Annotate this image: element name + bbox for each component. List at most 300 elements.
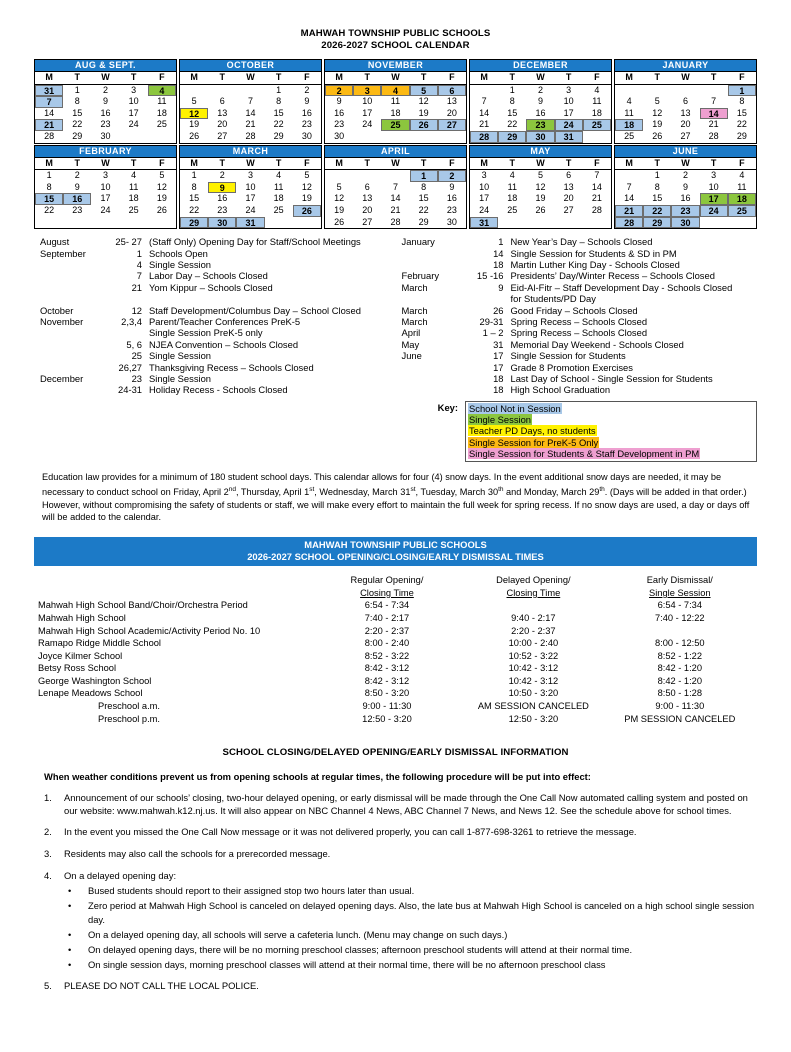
calendar-day-cell [615, 193, 643, 205]
calendar-day-cell [148, 205, 176, 217]
event-description: Single Session for Students [510, 350, 626, 362]
calendar-day-highlighted: 28 [615, 217, 643, 229]
calendar-day-cell [410, 84, 438, 96]
month-name: FEBRUARY [35, 146, 176, 158]
calendar-day: 19 [301, 193, 312, 204]
calendar-day-cell [353, 217, 381, 229]
calendar-day-cell [700, 131, 728, 143]
day-of-week-header: M [180, 158, 208, 170]
calendar-day: 1 [191, 170, 197, 181]
calendar-day: 27 [362, 216, 373, 227]
calendar-day-cell [583, 108, 611, 120]
calendar-day: 20 [563, 193, 574, 204]
calendar-day-cell [148, 96, 176, 108]
event-date: 18 [493, 258, 504, 270]
day-of-week-header: T [208, 72, 236, 84]
legend-item [468, 425, 754, 436]
calendar-day: 13 [362, 193, 373, 204]
calendar-week-row [180, 170, 321, 182]
calendar-day-cell [615, 170, 643, 182]
event-date: 29-31 [479, 315, 504, 327]
event-row [402, 316, 758, 327]
calendar-day: 15 [273, 107, 284, 118]
month-block [469, 59, 612, 144]
calendar-day [615, 85, 643, 97]
calendar-day-cell [293, 205, 321, 217]
day-of-week-header: T [555, 72, 583, 84]
calendar-day: 15 [507, 107, 518, 118]
times-header-spacer-2 [38, 587, 314, 600]
calendar-day-cell [63, 84, 91, 96]
calendar-day-cell [615, 84, 643, 96]
day-of-week-header: T [265, 158, 293, 170]
calendar-day: 4 [276, 170, 282, 181]
calendar-day: 19 [189, 119, 200, 130]
legend-label: Key: [437, 401, 458, 413]
calendar-day [381, 170, 409, 182]
calendar-day: 11 [390, 96, 401, 107]
calendar-day: 8 [276, 96, 282, 107]
procedure-step [44, 848, 761, 861]
calendar-day-highlighted: 30 [526, 131, 554, 143]
calendar-day-cell [470, 108, 498, 120]
month-day-grid [35, 158, 176, 229]
events-section [40, 236, 757, 396]
calendar-day-cell [728, 96, 756, 108]
calendar-day: 8 [421, 181, 427, 192]
calendar-day-cell [120, 193, 148, 205]
calendar-day-cell [615, 182, 643, 194]
calendar-day: 3 [481, 170, 487, 181]
calendar-day-cell [208, 193, 236, 205]
month-name: MARCH [180, 146, 321, 158]
calendar-day: 9 [449, 181, 455, 192]
calendar-week-row [180, 131, 321, 143]
calendar-day: 25 [128, 204, 139, 215]
calendar-day-cell [120, 96, 148, 108]
calendar-day: 19 [334, 204, 345, 215]
calendar-day-cell [526, 119, 554, 131]
calendar-day-cell [583, 84, 611, 96]
month-day-grid [180, 158, 321, 229]
calendar-day-cell [470, 119, 498, 131]
info-lead-text: When weather conditions prevent us from opening schools at regular times, the following procedure will be put into effect: [44, 771, 591, 783]
bullet-text: On delayed opening days, there will be no morning preschool classes; afternoon preschool students will attend at their normal time. [88, 944, 633, 956]
day-of-week-header: W [91, 72, 119, 84]
legend-item-swatch-text: Single Session for PreK-5 Only [469, 436, 599, 448]
calendar-day [671, 85, 699, 97]
step-text: PLEASE DO NOT CALL THE LOCAL POLICE. [64, 980, 259, 992]
calendar-week-row [615, 108, 756, 120]
calendar-week-row [35, 170, 176, 182]
calendar-day-cell [353, 182, 381, 194]
day-of-week-header: T [555, 158, 583, 170]
calendar-day-cell [643, 170, 671, 182]
calendar-day-cell [410, 108, 438, 120]
calendar-day: 8 [739, 96, 745, 107]
law-sup-4: th [498, 485, 504, 493]
step-bullet-item [64, 899, 761, 925]
day-of-week-header: T [353, 158, 381, 170]
month-name: APRIL [325, 146, 466, 158]
times-header-row-1 [38, 574, 753, 587]
calendar-day-cell [91, 182, 119, 194]
calendar-week-row [180, 96, 321, 108]
event-date: 12 [131, 304, 142, 316]
event-row [40, 316, 396, 327]
calendar-week-row [325, 182, 466, 194]
calendar-day: 20 [217, 119, 228, 130]
bullet-dot-icon: • [68, 944, 72, 956]
day-of-week-header: T [700, 158, 728, 170]
calendar-day-highlighted: 4 [381, 85, 409, 97]
calendar-day-cell [410, 131, 438, 143]
event-row [402, 248, 758, 259]
times-banner-line1: MAHWAH TOWNSHIP PUBLIC SCHOOLS [304, 538, 487, 550]
month-name: OCTOBER [180, 60, 321, 72]
calendar-day [63, 217, 91, 229]
step-number: 2. [44, 826, 52, 838]
month-day-grid [35, 72, 176, 143]
calendar-day: 2 [537, 84, 543, 95]
times-table-row [38, 687, 753, 700]
calendar-day: 17 [563, 107, 574, 118]
calendar-day [265, 217, 293, 229]
calendar-day: 11 [128, 181, 139, 192]
calendar-day-cell [728, 131, 756, 143]
calendar-row-second-half [34, 145, 757, 230]
calendar-day: 7 [594, 170, 600, 181]
calendar-week-row [325, 217, 466, 229]
calendar-day: 27 [217, 130, 228, 141]
event-date: 2,3,4 [121, 315, 142, 327]
calendar-day-cell [526, 96, 554, 108]
day-of-week-header: W [526, 72, 554, 84]
step-text: In the event you missed the One Call Now message or it was not delivered properly, you can call 1-877-698-3261 to retrieve the message. [64, 826, 637, 838]
calendar-day: 1 [509, 84, 515, 95]
times-column-header-line2 [460, 587, 606, 600]
calendar-week-row [35, 108, 176, 120]
calendar-day-cell [208, 119, 236, 131]
calendar-day-cell [265, 96, 293, 108]
calendar-day-cell [208, 108, 236, 120]
calendar-day: 12 [418, 96, 429, 107]
day-of-week-header: M [325, 72, 353, 84]
calendar-day-cell [555, 170, 583, 182]
calendar-day-cell [728, 193, 756, 205]
day-of-week-header: F [293, 72, 321, 84]
calendar-day-cell [438, 131, 466, 143]
calendar-day-cell [35, 96, 63, 108]
calendar-day-cell [498, 108, 526, 120]
calendar-day-cell [180, 205, 208, 217]
calendar-day: 26 [334, 216, 345, 227]
calendar-day-cell [236, 84, 264, 96]
calendar-day: 24 [479, 204, 490, 215]
calendar-day-cell [700, 170, 728, 182]
calendar-day-cell [353, 84, 381, 96]
calendar-day: 7 [392, 181, 398, 192]
event-month [40, 339, 102, 350]
event-spacer [40, 293, 396, 304]
calendar-day: 20 [446, 107, 457, 118]
calendar-day-highlighted: 18 [615, 119, 643, 131]
bullet-dot-icon: • [68, 885, 72, 897]
calendar-week-row [180, 217, 321, 229]
event-date: 9 [498, 281, 504, 293]
calendar-day-cell [35, 108, 63, 120]
calendar-day [470, 85, 498, 97]
calendar-day: 3 [131, 84, 137, 95]
calendar-row-first-half [34, 59, 757, 144]
day-of-week-header: M [35, 72, 63, 84]
calendar-day: 1 [276, 84, 282, 95]
regular-time-cell: 8:52 - 3:22 [364, 650, 410, 661]
month-day-grid [470, 72, 611, 143]
calendar-day-highlighted: 7 [35, 96, 63, 108]
event-month: December [40, 372, 84, 384]
calendar-day-cell [353, 170, 381, 182]
event-month [402, 248, 464, 259]
calendar-day: 6 [566, 170, 572, 181]
calendar-day-cell [325, 193, 353, 205]
calendar-day-cell [180, 170, 208, 182]
calendar-day: 14 [624, 193, 635, 204]
calendar-day-cell [120, 119, 148, 131]
event-month: March [401, 304, 428, 316]
calendar-day: 18 [507, 193, 518, 204]
calendar-day: 14 [479, 107, 490, 118]
procedure-step [44, 870, 761, 972]
calendar-day: 13 [217, 107, 228, 118]
law-text-3: , Wednesday, March 31 [314, 486, 411, 497]
school-name-cell: George Washington School [38, 675, 152, 686]
event-date: 26 [493, 304, 504, 316]
calendar-day-cell [63, 182, 91, 194]
calendar-day: 30 [301, 130, 312, 141]
event-date: 14 [493, 247, 504, 259]
calendar-day-cell [526, 205, 554, 217]
calendar-day: 26 [535, 204, 546, 215]
calendar-day-cell [120, 205, 148, 217]
calendar-day: 25 [156, 119, 167, 130]
calendar-week-row [180, 108, 321, 120]
calendar-day-cell [35, 205, 63, 217]
calendar-grid-container [34, 59, 757, 229]
calendar-day-cell [180, 193, 208, 205]
calendar-week-row [180, 205, 321, 217]
calendar-day: 2 [74, 170, 80, 181]
delayed-time-cell: 9:40 - 2:17 [511, 612, 556, 623]
calendar-day: 30 [334, 130, 345, 141]
calendar-day-cell [180, 96, 208, 108]
event-description: Single Session [149, 258, 212, 270]
calendar-day-cell [325, 217, 353, 229]
event-row [40, 327, 396, 338]
event-month [40, 350, 102, 361]
event-month [402, 293, 464, 304]
event-date: 18 [493, 373, 504, 384]
times-header-spacer [38, 574, 314, 587]
times-table-row [38, 713, 753, 726]
procedure-step [44, 826, 761, 839]
calendar-day: 28 [44, 130, 55, 141]
day-of-week-header: F [583, 158, 611, 170]
times-table-row [38, 612, 753, 625]
law-text-1: Education law provides for a minimum of 180 student school days. This calendar allows for four (4) snow days. In the event additional snow days are needed, it may be necessary to conduct school on Friday, April 2 [42, 472, 722, 497]
calendar-day: 9 [336, 96, 342, 107]
calendar-day: 5 [191, 96, 197, 107]
times-column-header-underlined: Closing Time [506, 587, 561, 598]
calendar-week-row [470, 131, 611, 143]
day-of-week-header: T [498, 158, 526, 170]
event-description: Martin Luther King Day - Schools Closed [510, 258, 680, 270]
calendar-day-cell [293, 131, 321, 143]
calendar-day-cell [728, 170, 756, 182]
calendar-day: 5 [336, 181, 342, 192]
calendar-day-cell [555, 96, 583, 108]
early-time-cell: 9:00 - 11:30 [655, 701, 705, 712]
calendar-day [236, 85, 264, 97]
calendar-day: 8 [654, 181, 660, 192]
calendar-day [293, 217, 321, 229]
calendar-day-cell [236, 131, 264, 143]
law-text-2: , Thursday, April 1 [235, 486, 310, 497]
day-of-week-header: W [526, 158, 554, 170]
calendar-day-cell [208, 96, 236, 108]
calendar-day: 6 [682, 96, 688, 107]
calendar-day-cell [148, 217, 176, 229]
event-description: High School Graduation [510, 384, 611, 396]
month-day-grid [325, 72, 466, 143]
calendar-day-cell [700, 205, 728, 217]
event-row [402, 259, 758, 270]
calendar-day: 10 [708, 181, 719, 192]
calendar-day: 29 [736, 130, 747, 141]
times-column-header-line1: Delayed Opening/ [496, 575, 571, 586]
calendar-day-cell [470, 170, 498, 182]
event-date [102, 327, 149, 338]
calendar-day [615, 170, 643, 182]
calendar-day-cell [63, 170, 91, 182]
times-column-header-underlined: Single Session [649, 587, 711, 598]
calendar-day-cell [325, 96, 353, 108]
calendar-day-cell [180, 131, 208, 143]
calendar-week-row [615, 182, 756, 194]
calendar-day-cell [265, 108, 293, 120]
calendar-day: 9 [102, 96, 108, 107]
legend-item-swatch-text: Single Session for Students & Staff Development in PM [469, 448, 700, 459]
calendar-day-highlighted: 14 [700, 108, 728, 120]
calendar-day-cell [615, 217, 643, 229]
calendar-day: 3 [247, 170, 253, 181]
month-name: JANUARY [615, 60, 756, 72]
event-row [40, 373, 396, 384]
calendar-day-cell [381, 96, 409, 108]
calendar-day [700, 217, 728, 229]
calendar-day: 16 [301, 107, 312, 118]
month-block [614, 145, 757, 230]
calendar-day: 16 [100, 107, 111, 118]
calendar-day-cell [583, 170, 611, 182]
step-text: On a delayed opening day: [64, 869, 177, 881]
month-block [469, 145, 612, 230]
day-of-week-header: T [353, 72, 381, 84]
step-number: 3. [44, 848, 52, 860]
month-name: JUNE [615, 146, 756, 158]
event-row [40, 270, 396, 281]
calendar-day-cell [438, 119, 466, 131]
event-row [402, 270, 758, 281]
calendar-day: 29 [273, 130, 284, 141]
calendar-day-cell [293, 108, 321, 120]
calendar-day-cell [35, 182, 63, 194]
law-sup-5: th [599, 485, 605, 493]
calendar-day: 22 [418, 204, 429, 215]
calendar-day-highlighted: 1 [410, 170, 438, 182]
calendar-week-row [325, 108, 466, 120]
calendar-day-cell [526, 84, 554, 96]
calendar-day: 30 [100, 130, 111, 141]
calendar-day-cell [180, 108, 208, 120]
delayed-time-cell: 10:00 - 2:40 [508, 638, 559, 649]
month-day-grid [615, 72, 756, 143]
event-row [40, 236, 396, 247]
calendar-day-cell [325, 108, 353, 120]
calendar-day: 15 [418, 193, 429, 204]
event-month: January [401, 236, 435, 248]
delayed-time-cell: 12:50 - 3:20 [508, 713, 559, 724]
calendar-day-cell [498, 84, 526, 96]
calendar-week-row [180, 84, 321, 96]
legend-item [468, 448, 754, 459]
calendar-day-cell [615, 96, 643, 108]
day-of-week-header: F [438, 158, 466, 170]
calendar-day-cell [381, 193, 409, 205]
calendar-day-cell [120, 182, 148, 194]
calendar-day-cell [498, 182, 526, 194]
calendar-day: 1 [46, 170, 52, 181]
day-of-week-header: F [438, 72, 466, 84]
event-month: April [401, 327, 421, 339]
regular-time-cell: 8:00 - 2:40 [364, 638, 410, 649]
calendar-day-cell [728, 205, 756, 217]
times-column-header-line1: Early Dismissal/ [646, 575, 713, 586]
event-month: June [401, 350, 422, 362]
calendar-day-highlighted: 25 [728, 205, 756, 217]
calendar-day: 22 [273, 119, 284, 130]
calendar-week-row [470, 84, 611, 96]
calendar-day-cell [148, 193, 176, 205]
bullet-text: Bused students should report to their assigned stop two hours later than usual. [88, 885, 415, 897]
delayed-time-cell: 10:50 - 3:20 [508, 688, 559, 699]
event-month [40, 362, 102, 373]
event-month [40, 259, 102, 270]
calendar-day: 10 [245, 181, 256, 192]
times-table-row [38, 675, 753, 688]
calendar-day: 25 [273, 204, 284, 215]
calendar-day-highlighted: 6 [438, 85, 466, 97]
calendar-day [35, 217, 63, 229]
education-law-paragraph [42, 471, 761, 523]
calendar-day-cell [498, 217, 526, 229]
calendar-week-row [615, 96, 756, 108]
calendar-day: 25 [507, 204, 518, 215]
calendar-day-cell [148, 84, 176, 96]
calendar-day-highlighted: 4 [148, 85, 176, 97]
day-of-week-header: M [470, 158, 498, 170]
event-row [40, 339, 396, 350]
